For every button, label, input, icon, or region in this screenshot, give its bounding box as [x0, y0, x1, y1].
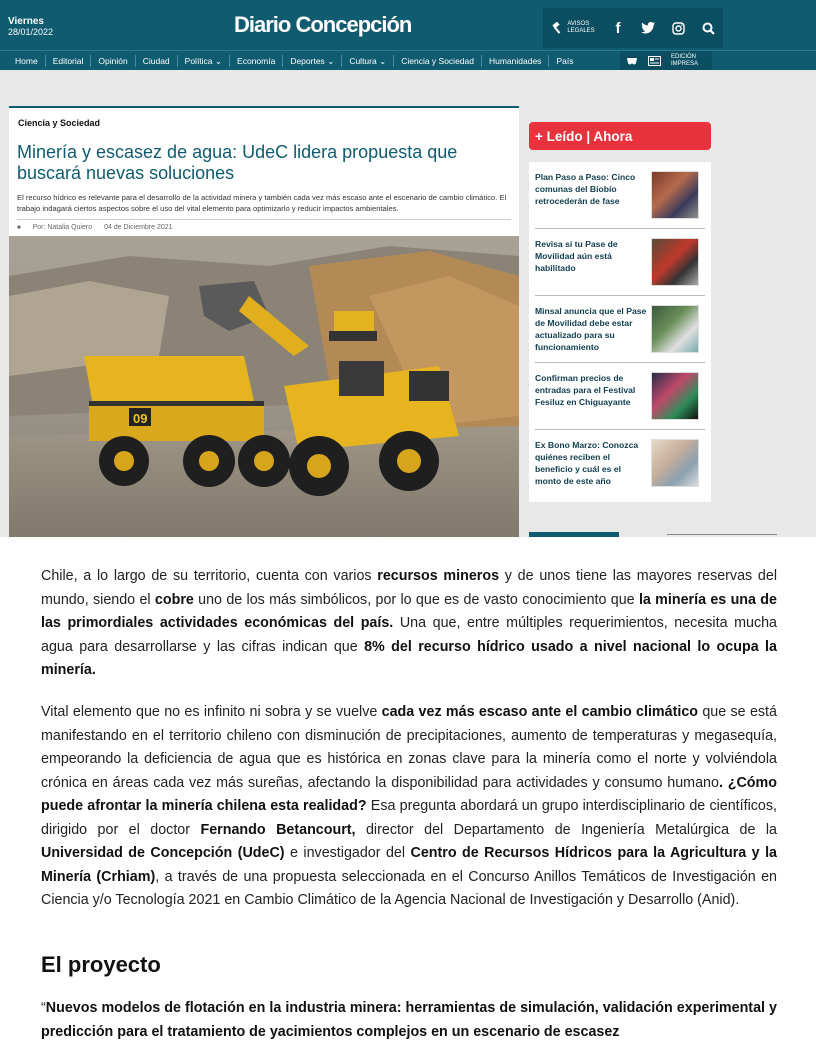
byline: [17, 224, 183, 231]
most-read-item-title[interactable]: Plan Paso a Paso: Cinco comunas del Biobío retrocederán de fase: [535, 172, 636, 206]
instagram-icon[interactable]: [663, 8, 693, 48]
nav-tail: [620, 51, 712, 71]
bold-text: 8% del recurso hídrico usado a nivel nacional lo ocupa la minería.: [41, 638, 777, 678]
site-logo[interactable]: Diario Concepción: [234, 12, 412, 37]
article-section[interactable]: Ciencia y Sociedad: [18, 118, 101, 128]
nav-deportes[interactable]: [283, 55, 342, 67]
search-icon[interactable]: [693, 8, 723, 48]
nav-home[interactable]: Home: [8, 55, 46, 67]
article-author: Por: Natalia Quiero: [32, 224, 93, 231]
article-card: [9, 106, 519, 537]
most-read-list: [529, 162, 711, 502]
nav-pais[interactable]: País: [556, 56, 574, 66]
article-title: Minería y escasez de agua: UdeC lidera propuesta que buscará nuevas soluciones: [17, 142, 458, 183]
most-read-item-title[interactable]: Ex Bono Marzo: Conozca quiénes reciben el beneficio y cuál es el monto de este año: [535, 440, 639, 486]
body-paragraph-2: [41, 701, 777, 913]
avisos-label-1: AVISOS: [567, 21, 590, 27]
most-read-thumbnail[interactable]: [651, 171, 699, 219]
top-bar: [0, 0, 816, 50]
edicion-label-2: IMPRESA: [671, 61, 699, 67]
divider: [17, 219, 511, 220]
current-date: [8, 16, 53, 38]
body-paragraph-1: [41, 565, 777, 683]
article-photo: [9, 236, 519, 539]
bold-text: la minería es una de las primordiales actividades económicas del país.: [41, 591, 777, 631]
nav-ciudad[interactable]: Ciudad: [136, 55, 178, 67]
bold-text: Nuevos modelos de flotación en la industria minera: herramientas de simulación, validación experimental y predicción para el tratamiento de yacimientos complejos en un escenario de escasez: [41, 1000, 777, 1040]
most-read-thumbnail[interactable]: [651, 372, 699, 420]
most-read-sidebar: [529, 122, 711, 502]
most-read-thumbnail[interactable]: [651, 238, 699, 286]
avisos-legales-button[interactable]: [543, 8, 603, 48]
bold-text: . ¿Cómo puede afrontar la minería chilena esta realidad?: [41, 774, 777, 814]
nav-deportes-label: Deportes: [290, 56, 325, 66]
facebook-icon[interactable]: f: [615, 19, 621, 37]
mask-icon[interactable]: [626, 56, 638, 66]
most-read-item-title[interactable]: Revisa si tu Pase de Movilidad aún está habilitado: [535, 239, 618, 273]
edicion-impresa-link[interactable]: [671, 54, 698, 68]
main-navigation: [0, 50, 816, 70]
body-text: Vital elemento que no es infinito ni sobra y se vuelve: [41, 704, 382, 720]
most-read-item[interactable]: [535, 363, 705, 430]
bold-text: cobre: [154, 591, 194, 608]
body-text: y de unos tiene las mayores reservas del mundo, siendo el: [41, 568, 777, 608]
most-read-thumbnail[interactable]: [651, 305, 699, 353]
top-icons: [543, 8, 723, 48]
current-day: Viernes: [8, 16, 44, 27]
bold-text: recursos mineros: [377, 568, 500, 584]
bold-text: Fernando Betancourt,: [200, 821, 356, 838]
newspaper-icon[interactable]: [648, 56, 661, 66]
most-read-item[interactable]: [535, 229, 705, 296]
nav-editorial[interactable]: Editorial: [46, 55, 92, 67]
article-lead: El recurso hídrico es relevante para el desarrollo de la actividad minera y también cada vez más escaso ante el escenario de cambio climático. El trabajo indagará ciertos aspectos sobre el uso del vital elemento para optimizarlo y reducir impactos ambientales.: [17, 193, 507, 213]
body-text: uno de los más simbólicos, por lo que es de vasto conocimiento que: [193, 591, 639, 608]
nav-economia[interactable]: Economía: [230, 55, 283, 67]
nav-ciencia-sociedad[interactable]: Ciencia y Sociedad: [394, 55, 482, 67]
current-date-value: 28/01/2022: [8, 27, 54, 37]
body-text: Chile, a lo largo de su territorio, cuenta con varios: [41, 568, 378, 584]
most-read-item[interactable]: [535, 430, 705, 497]
nav-humanidades[interactable]: Humanidades: [482, 55, 549, 67]
most-read-thumbnail[interactable]: [651, 439, 699, 487]
article-date: 04 de Diciembre 2021: [104, 224, 173, 231]
chevron-down-icon: ⌄: [379, 56, 387, 66]
body-text: e investigador del: [284, 845, 411, 861]
body-text: director del Departamento de Ingeniería Metalúrgica de la: [355, 821, 777, 838]
most-read-item[interactable]: [535, 162, 705, 229]
bold-text: cada vez más escaso ante el cambio climático: [381, 704, 699, 720]
author-icon: ■: [17, 225, 21, 231]
most-read-item-title[interactable]: Confirman precios de entradas para el Festival Fesiluz en Chiguayante: [535, 373, 636, 407]
chevron-down-icon: ⌄: [214, 56, 223, 66]
body-text: Esa pregunta abordará un grupo interdisciplinario de científicos, dirigido por el doctor: [41, 798, 777, 838]
most-read-item-title[interactable]: Minsal anuncia que el Pase de Movilidad debe estar actualizado para su funcionamiento: [535, 306, 647, 352]
hammer-icon: [551, 22, 563, 34]
chevron-down-icon: ⌄: [327, 56, 335, 66]
most-read-title: + Leído | Ahora: [529, 122, 711, 150]
nav-cultura-label: Cultura: [349, 56, 377, 66]
body-text: Una que, entre múltiples requerimientos, necesita mucha agua para desarrollarse y las cifras indican que: [41, 615, 777, 655]
section-heading: El proyecto: [41, 952, 161, 977]
nav-opinion[interactable]: Opinión: [91, 55, 135, 67]
twitter-icon[interactable]: [633, 8, 663, 48]
nav-cultura[interactable]: [342, 55, 394, 67]
body-paragraph-3: [41, 997, 777, 1044]
bold-text: Centro de Recursos Hídricos para la Agricultura y la Minería (Crhiam): [41, 845, 777, 885]
most-read-item[interactable]: [535, 296, 705, 363]
nav-politica-label: Política: [184, 56, 213, 66]
truck-number: 09: [133, 411, 148, 426]
avisos-label-2: LEGALES: [567, 28, 595, 34]
body-text: , a través de una propuesta seleccionada en el Concurso Anillos Temáticos de Investigación en Ciencia y/o Tecnología 2021 en Cambio Climático de la Agencia Nacional de Investigación y Desarrollo (Anid).: [41, 868, 777, 908]
body-text: que se está manifestando en el territorio chileno con disminución de precipitaciones, aumento de temperaturas y megasequía, empeorando la deficiencia de agua que es histórica en zonas clave para la minería como el norte y volviéndola crónica en áreas cada vez más sureñas, afectando la disponibilidad para actividades y consumo humano: [41, 704, 777, 791]
nav-politica[interactable]: [178, 55, 230, 67]
article-body: [0, 537, 816, 1056]
bold-text: Universidad de Concepción (UdeC): [41, 845, 285, 861]
body-text: “: [41, 1000, 46, 1016]
edicion-label-1: EDICIÓN: [671, 54, 697, 60]
